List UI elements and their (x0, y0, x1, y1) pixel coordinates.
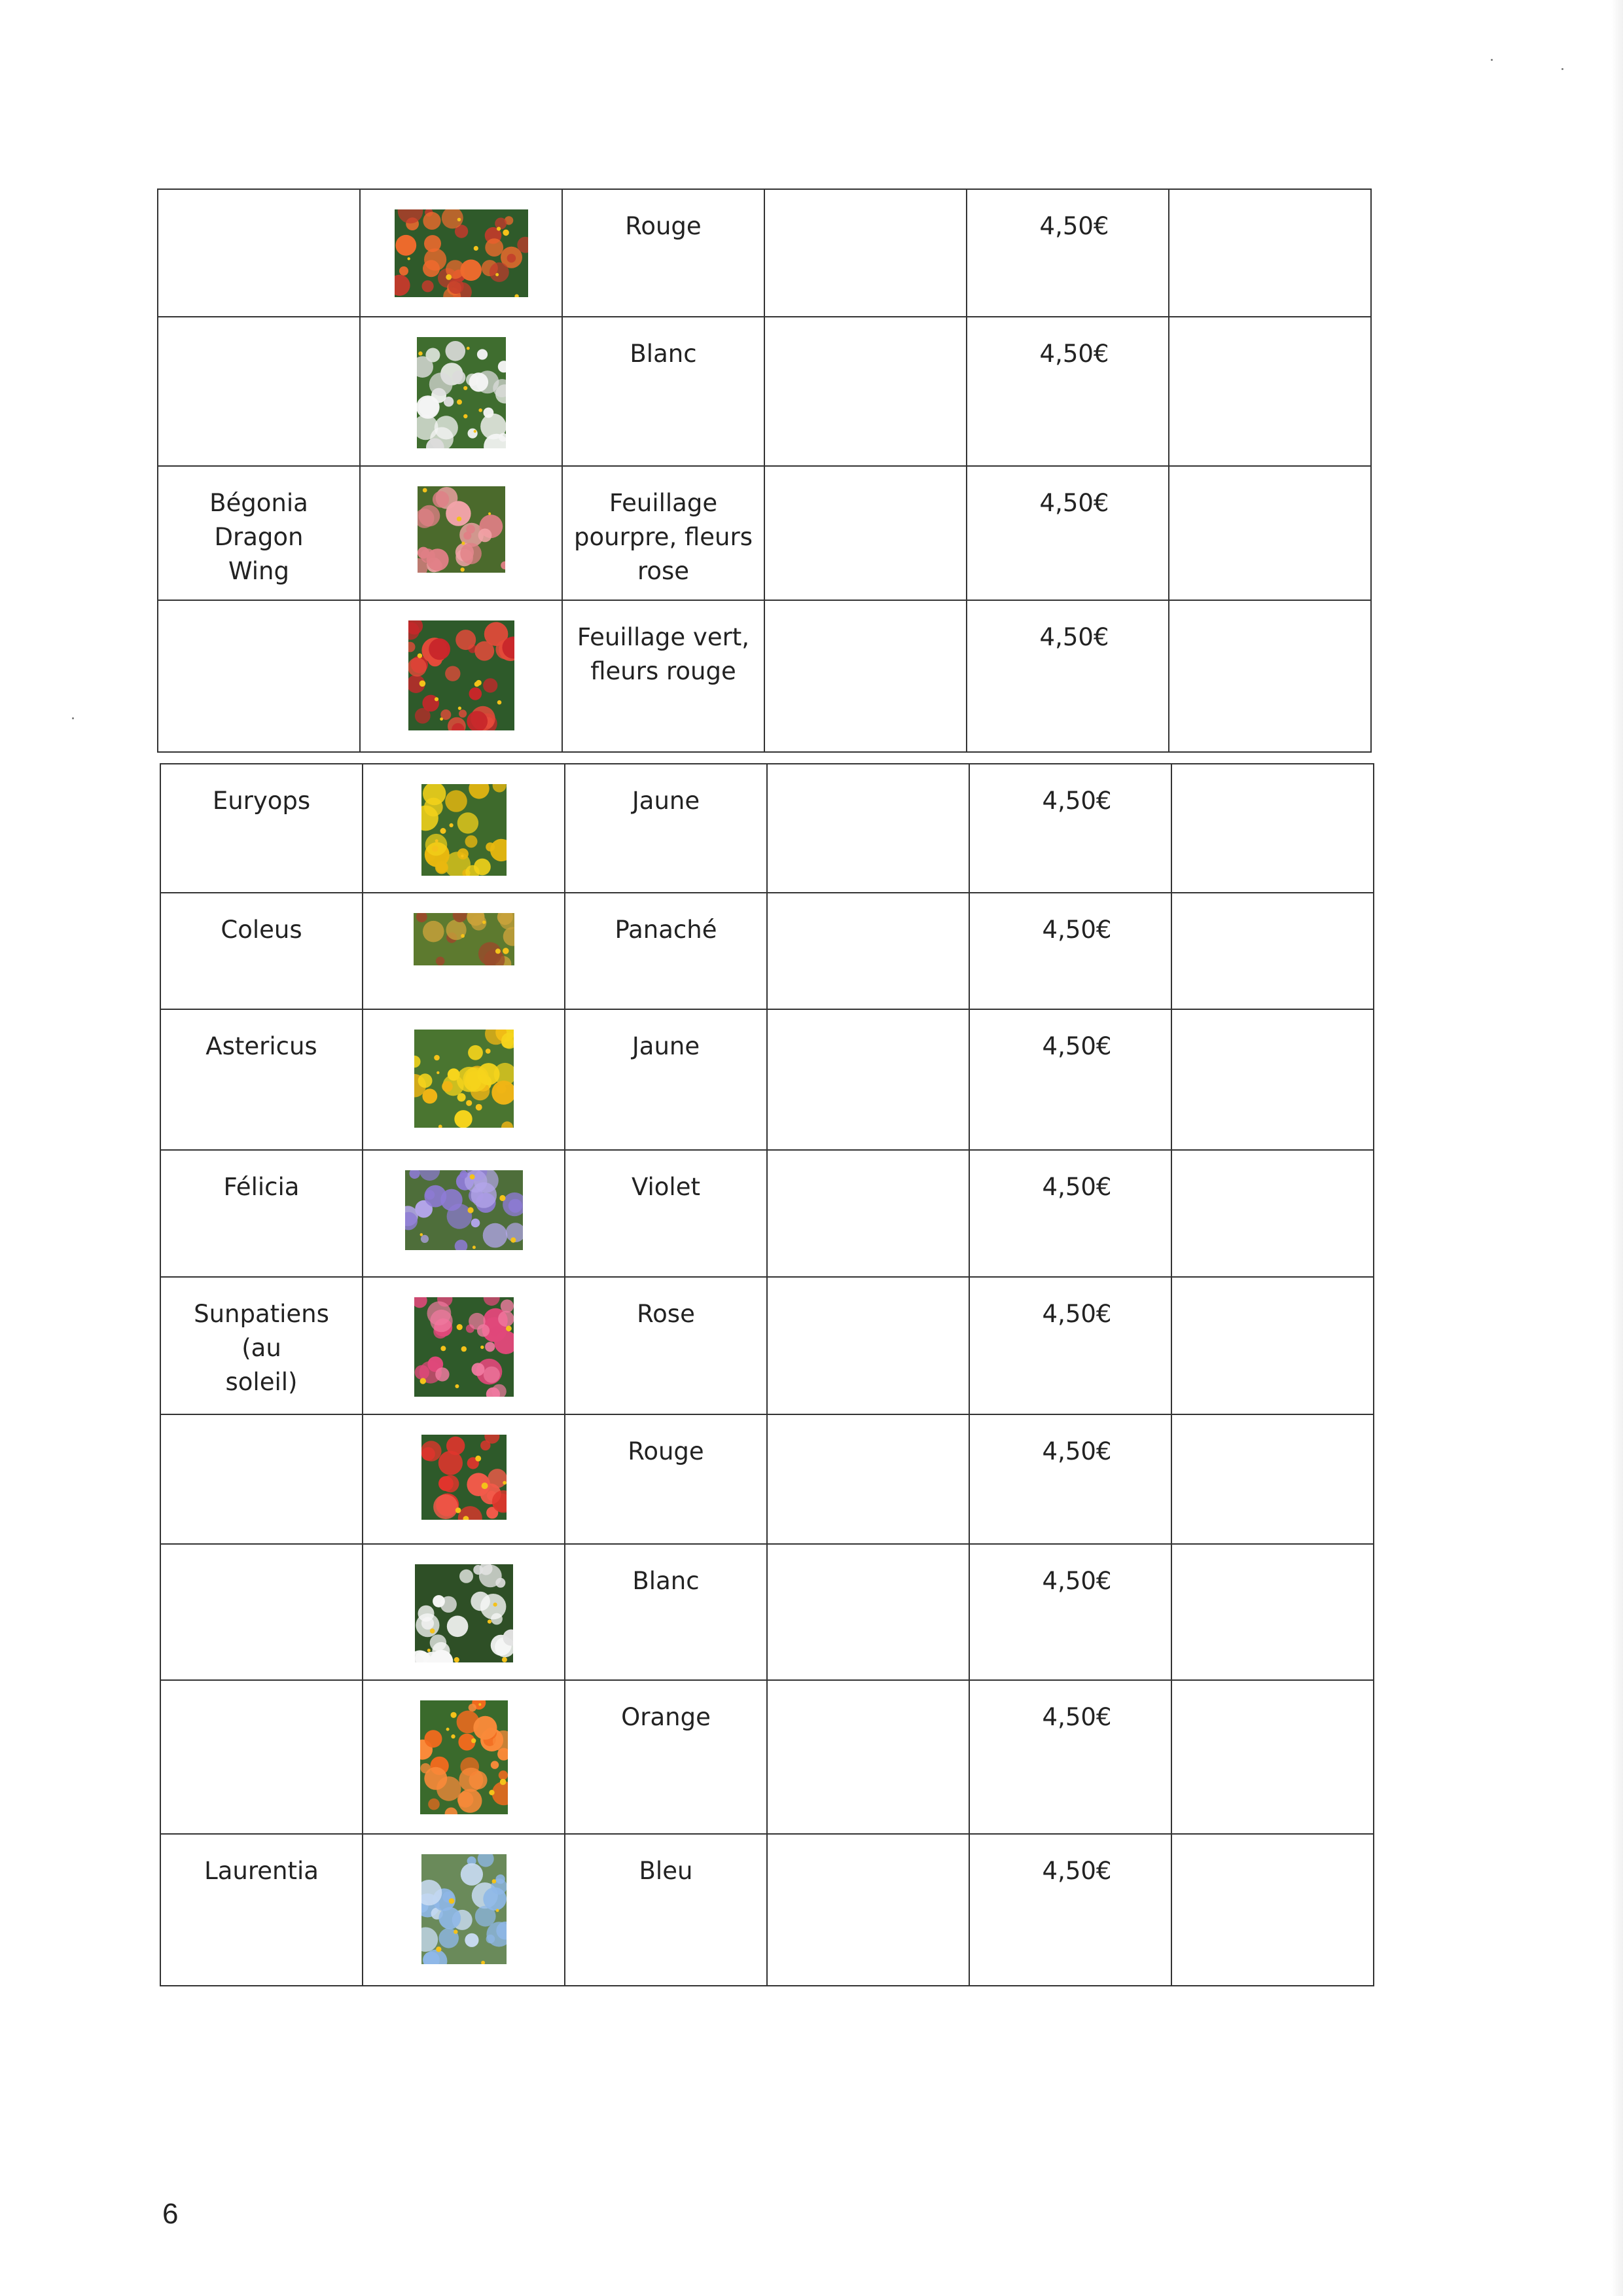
blank-cell (764, 600, 967, 752)
price-cell (969, 1277, 1171, 1414)
plant-color: Bleu (639, 1857, 693, 1885)
quantity-cell[interactable] (1169, 189, 1371, 317)
blank-cell (764, 189, 967, 317)
price-cell (969, 1009, 1171, 1150)
color-cell (562, 466, 764, 600)
quantity-cell[interactable] (1171, 1414, 1374, 1544)
blue-laurentia-photo (421, 1854, 507, 1964)
quantity-cell[interactable] (1171, 1544, 1374, 1680)
plant-name: Laurentia (204, 1857, 319, 1885)
blank-cell (767, 1834, 969, 1986)
plant-name: Euryops (212, 787, 311, 815)
blank-cell (764, 466, 967, 600)
color-cell (565, 1009, 767, 1150)
plant-photo-cell (363, 1150, 565, 1277)
plant-table-bottom (160, 763, 1374, 1986)
plant-name: Astericus (205, 1032, 317, 1060)
plant-name-cell (158, 600, 360, 752)
blank-cell (767, 1009, 969, 1150)
yellow-daisy-photo (421, 784, 507, 876)
plant-photo-cell (363, 1414, 565, 1544)
plant-name (161, 1681, 362, 1700)
price: 4,50€ (1039, 212, 1109, 240)
plant-name-cell (158, 317, 360, 466)
price-cell (967, 189, 1169, 317)
table-row (160, 1544, 1374, 1680)
quantity-cell[interactable] (1169, 317, 1371, 466)
plant-name-cell (160, 1414, 363, 1544)
plant-photo-cell (363, 893, 565, 1009)
price-cell (969, 1834, 1171, 1986)
price: 4,50€ (1042, 1032, 1112, 1060)
quantity-cell[interactable] (1171, 893, 1374, 1009)
blank-cell (767, 893, 969, 1009)
table-row (160, 1009, 1374, 1150)
blank-cell (767, 1414, 969, 1544)
plant-color: Rouge (625, 212, 702, 240)
blank-cell (767, 1150, 969, 1277)
quantity-cell[interactable] (1169, 466, 1371, 600)
color-cell (562, 600, 764, 752)
color-cell (565, 1150, 767, 1277)
price-cell (967, 600, 1169, 752)
white-flowers-photo (417, 337, 506, 448)
color-cell (565, 1277, 767, 1414)
plant-name-cell (160, 1680, 363, 1834)
violet-felicia-photo (405, 1170, 523, 1250)
plant-photo-cell (363, 1009, 565, 1150)
quantity-cell[interactable] (1171, 764, 1374, 893)
plant-color: Blanc (630, 340, 697, 368)
price-cell (969, 764, 1171, 893)
price: 4,50€ (1042, 1703, 1112, 1731)
price-cell (967, 466, 1169, 600)
plant-color: Feuillage pourpre, fleurs rose (574, 489, 753, 585)
blank-cell (767, 1277, 969, 1414)
scan-dot (1491, 59, 1493, 61)
plant-photo-cell (363, 764, 565, 893)
plant-table-top (157, 188, 1372, 753)
blank-cell (764, 317, 967, 466)
table-row (158, 600, 1371, 752)
quantity-cell[interactable] (1171, 1009, 1374, 1150)
scan-dot (72, 717, 74, 719)
plant-photo-cell (363, 1277, 565, 1414)
color-cell (565, 1544, 767, 1680)
plant-name-cell (160, 1834, 363, 1986)
yellow-asteriscus-photo (414, 1030, 514, 1128)
price: 4,50€ (1042, 1437, 1112, 1465)
table-row (158, 317, 1371, 466)
plant-color: Orange (621, 1703, 711, 1731)
color-cell (565, 893, 767, 1009)
red-begonia-photo (408, 620, 514, 730)
plant-photo-cell (360, 189, 562, 317)
plant-color: Rose (637, 1300, 695, 1328)
plant-color: Feuillage vert, fleurs rouge (577, 623, 750, 685)
price-cell (969, 1680, 1171, 1834)
color-cell (565, 1414, 767, 1544)
color-cell (565, 1834, 767, 1986)
plant-name-cell (158, 189, 360, 317)
table-row (160, 1680, 1374, 1834)
red-flowers-photo (395, 209, 528, 297)
plant-name-cell (160, 1544, 363, 1680)
plant-name: Sunpatiens (au soleil) (194, 1300, 329, 1396)
plant-name-cell (160, 1009, 363, 1150)
table-row (160, 1834, 1374, 1986)
plant-photo-cell (363, 1680, 565, 1834)
coleus-photo (414, 913, 514, 965)
plant-name: Bégonia Dragon Wing (209, 489, 308, 585)
price: 4,50€ (1042, 916, 1112, 944)
price: 4,50€ (1039, 340, 1109, 368)
plant-name-cell (160, 764, 363, 893)
plant-name-cell (160, 1277, 363, 1414)
plant-photo-cell (360, 466, 562, 600)
plant-name-cell (160, 893, 363, 1009)
table-row (158, 189, 1371, 317)
plant-color: Violet (632, 1173, 700, 1201)
price: 4,50€ (1042, 1300, 1112, 1328)
orange-sunpatiens-photo (420, 1700, 508, 1814)
plant-name-cell (160, 1150, 363, 1277)
price: 4,50€ (1039, 623, 1109, 651)
price-cell (969, 893, 1171, 1009)
color-cell (562, 317, 764, 466)
plant-photo-cell (360, 600, 562, 752)
plant-color: Rouge (628, 1437, 704, 1465)
price-cell (969, 1414, 1171, 1544)
page-number: 6 (162, 2198, 179, 2230)
color-cell (562, 189, 764, 317)
quantity-cell[interactable] (1171, 1680, 1374, 1834)
quantity-cell[interactable] (1171, 1834, 1374, 1986)
plant-name-cell (158, 466, 360, 600)
scan-dot (1561, 68, 1563, 70)
quantity-cell[interactable] (1171, 1277, 1374, 1414)
price: 4,50€ (1039, 489, 1109, 517)
price: 4,50€ (1042, 1857, 1112, 1885)
plant-color: Panaché (615, 916, 717, 944)
table-row (160, 1414, 1374, 1544)
color-cell (565, 764, 767, 893)
white-sunpatiens-photo (415, 1564, 513, 1662)
plant-name (158, 317, 359, 337)
pink-begonia-photo (418, 486, 505, 573)
plant-name: Félicia (223, 1173, 300, 1201)
plant-color: Jaune (632, 1032, 700, 1060)
table-row (160, 1277, 1374, 1414)
price-cell (969, 1544, 1171, 1680)
plant-photo-cell (363, 1544, 565, 1680)
table-row (158, 466, 1371, 600)
plant-name (158, 190, 359, 209)
blank-cell (767, 1544, 969, 1680)
table-row (160, 764, 1374, 893)
pink-sunpatiens-photo (414, 1297, 514, 1397)
blank-cell (767, 1680, 969, 1834)
quantity-cell[interactable] (1169, 600, 1371, 752)
plant-photo-cell (363, 1834, 565, 1986)
price-cell (969, 1150, 1171, 1277)
plant-photo-cell (360, 317, 562, 466)
page-edge (1611, 0, 1623, 2296)
plant-name (161, 1415, 362, 1435)
price: 4,50€ (1042, 1567, 1112, 1595)
table-row (160, 893, 1374, 1009)
plant-color: Blanc (632, 1567, 700, 1595)
table-row (160, 1150, 1374, 1277)
price-cell (967, 317, 1169, 466)
plant-name: Coleus (221, 916, 302, 944)
plant-color: Jaune (632, 787, 700, 815)
plant-name (161, 1545, 362, 1564)
blank-cell (767, 764, 969, 893)
price: 4,50€ (1042, 787, 1112, 815)
quantity-cell[interactable] (1171, 1150, 1374, 1277)
red-sunpatiens-photo (421, 1435, 507, 1520)
price: 4,50€ (1042, 1173, 1112, 1201)
plant-name (158, 601, 359, 620)
color-cell (565, 1680, 767, 1834)
